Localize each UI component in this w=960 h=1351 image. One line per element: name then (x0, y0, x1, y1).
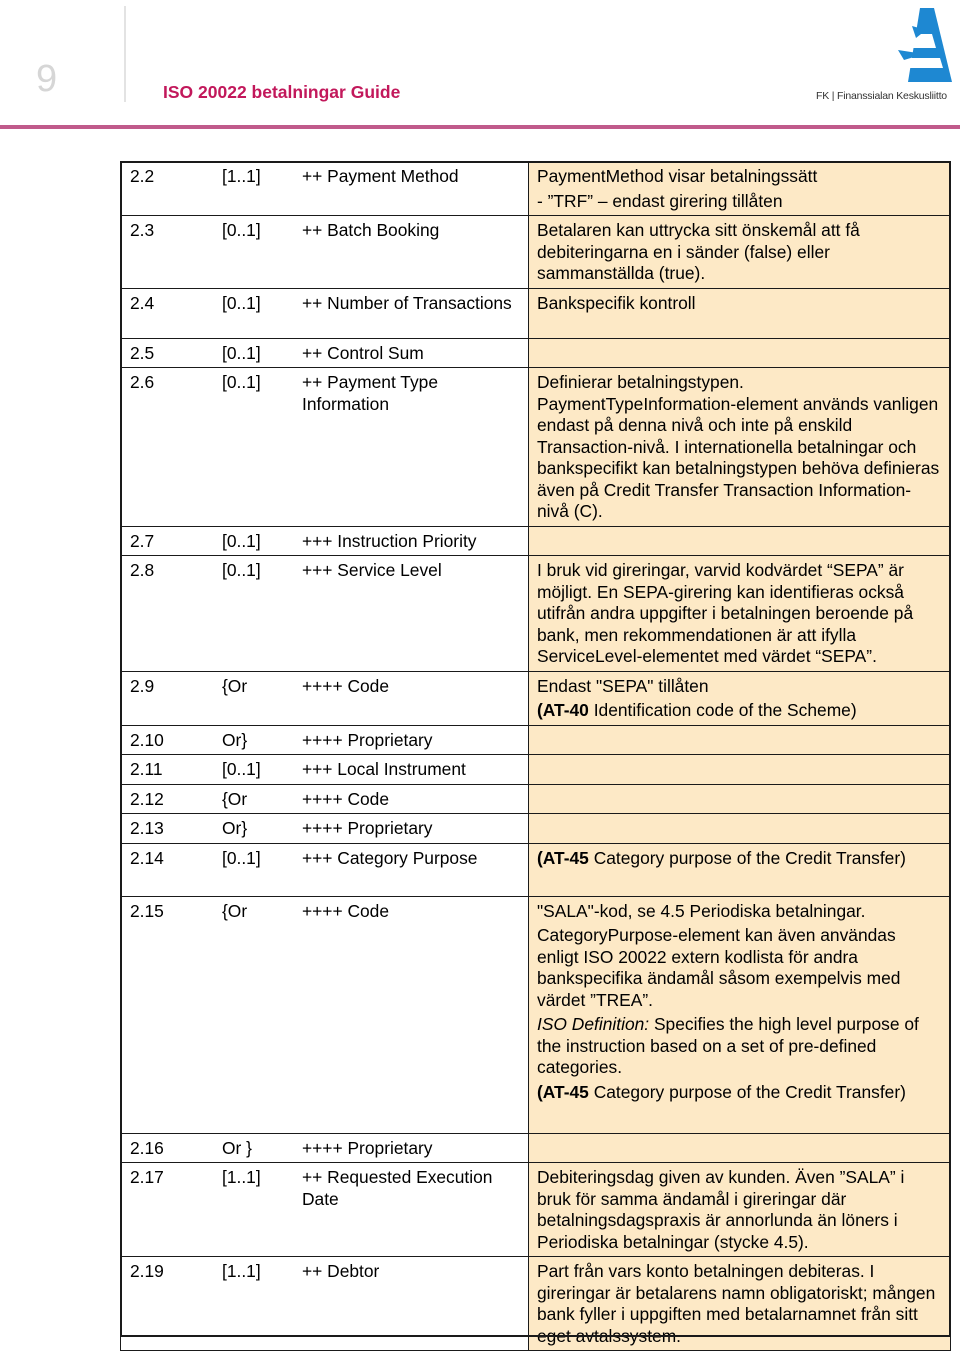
description-paragraph: - ”TRF” – endast girering tillåten (537, 190, 783, 211)
logo-text: FK | Finanssialan Keskusliitto (816, 90, 947, 102)
row-element-name: +++ Service Level (302, 560, 442, 580)
row-description (529, 338, 951, 368)
description-paragraph: Definierar betalningstypen. PaymentTypeInformation-element används vanligen endast på denna nivå och inte på enskild Transaction-nivå. I internationella betalningar och bankspecifikt kan betalningstypen behöva definieras även på Credit Transfer Transaction Information-nivå (C). (537, 372, 940, 521)
at-reference-code: (AT-45 (537, 847, 589, 868)
row-multiplicity: Or} (222, 729, 248, 750)
table-row (121, 1133, 951, 1163)
table-row (121, 216, 951, 289)
table-row (121, 526, 951, 556)
row-description (529, 671, 951, 725)
row-description (529, 1257, 951, 1351)
row-element-name: ++++ Proprietary (302, 818, 433, 838)
table-row (121, 1163, 951, 1257)
row-multiplicity: [0..1] (222, 342, 261, 363)
at-reference-code: (AT-40 (537, 700, 589, 720)
table-row (121, 843, 951, 896)
row-element-name: ++ Debtor (302, 1261, 380, 1281)
row-number: 2.14 (130, 847, 164, 868)
row-element-name: ++ Requested Execution Date (302, 1167, 493, 1209)
table-row (121, 725, 951, 755)
row-multiplicity: [0..1] (222, 372, 261, 392)
row-number: 2.7 (130, 530, 155, 551)
description-paragraph: Endast "SEPA" tillåten (537, 675, 709, 696)
row-element-name: ++ Number of Transactions (302, 292, 512, 313)
iso-definition (537, 1014, 942, 1079)
iso-definition-label: ISO Definition: (537, 1014, 650, 1034)
row-multiplicity: {Or (222, 788, 248, 809)
description-paragraph: Bankspecifik kontroll (537, 292, 696, 313)
row-description (529, 843, 951, 896)
row-number: 2.13 (130, 818, 164, 838)
description-paragraph: Part från vars konto betalningen debiteras. I gireringar är betalarens namn obligatoriskt; mången bank fyller i uppgiften med betalarnamnet från sitt eget avtalssystem. (537, 1261, 936, 1346)
row-description (529, 368, 951, 527)
row-description (529, 288, 951, 338)
row-number: 2.4 (130, 292, 155, 313)
description-paragraph: Betalaren kan uttrycka sitt önskemål att få debiteringarna en i sänder (false) eller sammanställda (true). (537, 220, 860, 283)
table-row (121, 1257, 951, 1351)
iso-definition-text: Specifies the high level purpose of the instruction based on a set of pre-defined categories. (537, 1014, 919, 1077)
row-multiplicity: [0..1] (222, 530, 261, 551)
at-reference (537, 700, 942, 722)
description-paragraph: PaymentMethod visar betalningssätt (537, 166, 818, 186)
table-row (121, 784, 951, 814)
description-paragraph: Debiteringsdag given av kunden. Även ”SALA” i bruk för samma ändamål i gireringar där betalningsdagspraxis är annorlunda än löners i Periodiska betalningar (stycke 4.5). (537, 1167, 905, 1252)
row-number: 2.2 (130, 166, 155, 186)
logo-mark-icon (812, 4, 958, 88)
row-description (529, 1133, 951, 1163)
row-number: 2.5 (130, 342, 155, 363)
row-multiplicity: {Or (222, 900, 248, 921)
at-reference-code: (AT-45 (537, 1081, 589, 1102)
row-number: 2.15 (130, 900, 164, 921)
row-number: 2.8 (130, 560, 155, 580)
row-element-name: +++ Instruction Priority (302, 530, 477, 551)
row-number: 2.12 (130, 788, 164, 809)
row-element-name: ++ Payment Type Information (302, 372, 438, 414)
row-element-name: ++++ Code (302, 675, 390, 696)
row-description (529, 814, 951, 844)
row-description (529, 1163, 951, 1257)
row-element-name: ++ Payment Method (302, 166, 459, 186)
table-row (121, 556, 951, 672)
row-number: 2.9 (130, 675, 155, 696)
description-paragraph: I bruk vid gireringar, varvid kodvärdet “SEPA” är möjligt. En SEPA-girering kan identifieras också utifrån andra uppgifter i betalningen beroende på bank, men rekommendationen är att ifylla ServiceLevel-elementet med värdet “SEPA”. (537, 560, 914, 666)
at-reference (537, 848, 942, 870)
table-row (121, 814, 951, 844)
row-number: 2.3 (130, 220, 155, 240)
row-description (529, 896, 951, 1133)
row-multiplicity: {Or (222, 675, 248, 696)
at-reference (537, 1082, 942, 1104)
description-paragraph: CategoryPurpose-element kan även användas enligt ISO 20022 extern kodlista för andra bankspecifika ändamål såsom exempelvis med värdet ”TREA”. (537, 925, 901, 1010)
table-row (121, 755, 951, 785)
at-reference-text: Category purpose of the Credit Transfer) (588, 1081, 906, 1102)
row-element-name: ++ Control Sum (302, 342, 424, 363)
row-description (529, 755, 951, 785)
row-multiplicity: [1..1] (222, 1167, 261, 1187)
document-title: ISO 20022 betalningar Guide (163, 82, 401, 102)
table-row (121, 368, 951, 527)
element-table (120, 161, 951, 1351)
row-description (529, 216, 951, 289)
row-element-name: ++++ Code (302, 900, 390, 921)
row-element-name: ++ Batch Booking (302, 220, 440, 240)
table-row (121, 338, 951, 368)
header-divider (124, 6, 126, 102)
row-element-name: ++++ Proprietary (302, 1137, 433, 1158)
row-multiplicity: [1..1] (222, 1261, 261, 1281)
row-number: 2.19 (130, 1261, 164, 1281)
row-element-name: +++ Local Instrument (302, 759, 466, 779)
row-number: 2.16 (130, 1137, 164, 1158)
row-description (529, 556, 951, 672)
row-multiplicity: [0..1] (222, 560, 261, 580)
row-multiplicity: Or } (222, 1137, 252, 1158)
row-element-name: +++ Category Purpose (302, 847, 478, 868)
row-multiplicity: [0..1] (222, 759, 261, 779)
description-paragraph: "SALA"-kod, se 4.5 Periodiska betalningar. (537, 900, 866, 921)
row-element-name: ++++ Proprietary (302, 729, 433, 750)
row-multiplicity: [0..1] (222, 292, 261, 313)
row-multiplicity: Or} (222, 818, 248, 838)
table-row (121, 162, 951, 216)
fk-logo (812, 4, 958, 108)
row-description (529, 162, 951, 216)
row-description (529, 784, 951, 814)
row-description (529, 526, 951, 556)
row-description (529, 725, 951, 755)
table-row (121, 896, 951, 1133)
row-number: 2.10 (130, 729, 164, 750)
row-multiplicity: [0..1] (222, 220, 261, 240)
table-row (121, 671, 951, 725)
page-number: 9 (36, 58, 58, 100)
row-multiplicity: [0..1] (222, 847, 261, 868)
row-number: 2.17 (130, 1167, 164, 1187)
at-reference-text: Identification code of the Scheme) (588, 700, 857, 720)
row-number: 2.6 (130, 372, 155, 392)
row-multiplicity: [1..1] (222, 166, 261, 186)
row-number: 2.11 (130, 759, 163, 779)
at-reference-text: Category purpose of the Credit Transfer) (588, 847, 906, 868)
table-row (121, 288, 951, 338)
header-rule (0, 125, 960, 129)
row-element-name: ++++ Code (302, 788, 390, 809)
